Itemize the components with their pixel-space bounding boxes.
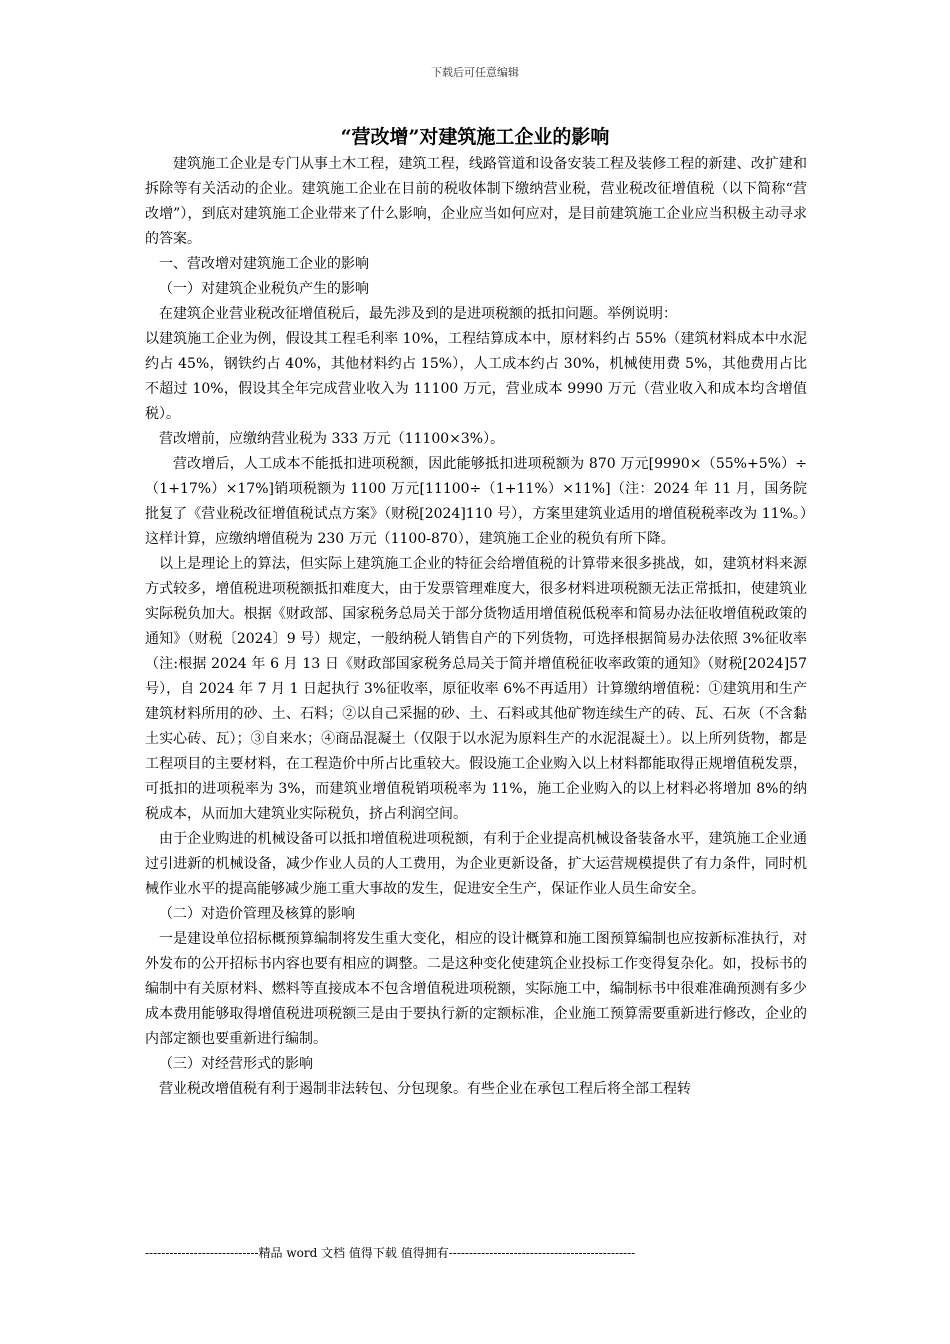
page-header-note: 下载后可任意编辑	[431, 66, 519, 79]
paragraph: 由于企业购进的机械设备可以抵扣增值税进项税额，有利于企业提高机械设备装备水平，建筑施工企业通过引进新的机械设备，减少作业人员的人工费用，为企业更新设备，扩大运营规模提供了有力条件，同时机械作业水平的提高能够减少施工重大事故的发生，促进安全生产，保证作业人员生命安全。	[145, 831, 807, 897]
paragraph-intro: 建筑施工企业是专门从事土木工程，建筑工程，线路管道和设备安装工程及装修工程的新建、改扩建和拆除等有关活动的企业。建筑施工企业在目前的税收体制下缴纳营业税，营业税改征增值税（以下简称“营改增”），到底对建筑施工企业带来了什么影响，企业应当如何应对，是目前建筑施工企业应当积极主动寻求的答案。	[145, 156, 807, 247]
paragraph: 以建筑施工企业为例，假设其工程毛利率 10%，工程结算成本中，原材料约占 55%（建筑材料成本中水泥约占 45%，钢铁约占 40%，其他材料约占 15%），人工成本约占 30%，机械使用费 5%，其他费用占比不超过 10%，假设其全年完成营业收入为 11100 万元，营业成本 9990 万元（营业收入和成本均含增值税）。	[145, 331, 807, 422]
paragraph: 营改增后，人工成本不能抵扣进项税额，因此能够抵扣进项税额为 870 万元[9990×（55%+5%）÷（1+17%）×17%]销项税额为 1100 万元[11100÷（1+11%）×11%]（注：2024 年 11 月，国务院批复了《营业税改征增值税试点方案》（财税[2024]110 号），方案里建筑业适用的增值税税率改为 11%。）这样计算，应缴纳增值税为 230 万元（1100-870），建筑施工企业的税负有所下降。	[145, 456, 807, 547]
document-title: “营改增”对建筑施工企业的影响	[340, 126, 610, 148]
section-heading-1: 一、营改增对建筑施工企业的影响	[159, 256, 369, 272]
paragraph: 以上是理论上的算法，但实际上建筑施工企业的特征会给增值税的计算带来很多挑战，如，建筑材料来源方式较多，增值税进项税额抵扣难度大，由于发票管理难度大，很多材料进项税额无法正常抵扣，使建筑业实际税负加大。根据《财政部、国家税务总局关于部分货物适用增值税低税率和简易办法征收增值税政策的通知》（财税〔2024〕9 号）规定，一般纳税人销售自产的下列货物，可选择根据简易办法依照 3%征收率（注:根据 2024 年 6 月 13 日《财政部国家税务总局关于简并增值税征收率政策的通知》（财税[2024]57 号），自 2024 年 7 月 1 日起执行 3%征收率，原征收率 6%不再适用）计算缴纳增值税：①建筑用和生产建筑材料所用的砂、土、石料；②以自己采掘的砂、土、石料或其他矿物连续生产的砖、瓦、石灰（不含黏土实心砖、瓦）；③自来水；④商品混凝土（仅限于以水泥为原料生产的水泥混凝土）。以上所列货物，都是工程项目的主要材料，在工程造价中所占比重较大。假设施工企业购入以上材料都能取得正规增值税发票，可抵扣的进项税率为 3%，而建筑业增值税销项税率为 11%，施工企业购入的以上材料必将增加 8%的纳税成本，从而加大建筑业实际税负，挤占利润空间。	[145, 556, 807, 822]
paragraph: 在建筑企业营业税改征增值税后，最先涉及到的是进项税额的抵扣问题。举例说明：	[159, 306, 677, 322]
document-body	[145, 152, 807, 1102]
paragraph: 营业税改增值税有利于遏制非法转包、分包现象。有些企业在承包工程后将全部工程转	[159, 1081, 691, 1097]
paragraph: 营改增前，应缴纳营业税为 333 万元（11100×3%）。	[159, 431, 505, 447]
page-footer: ----------------------------精品 word 文档 值得下载 值得拥有----------------------------------------------	[145, 1246, 636, 1260]
subsection-heading-3: （三）对经营形式的影响	[159, 1056, 313, 1072]
subsection-heading-1: （一）对建筑企业税负产生的影响	[159, 281, 369, 297]
subsection-heading-2: （二）对造价管理及核算的影响	[159, 906, 355, 922]
paragraph: 一是建设单位招标概预算编制将发生重大变化，相应的设计概算和施工图预算编制也应按新标准执行，对外发布的公开招标书内容也要有相应的调整。二是这种变化使建筑企业投标工作变得复杂化。如，投标书的编制中有关原材料、燃料等直接成本不包含增值税进项税额，实际施工中，编制标书中很难准确预测有多少成本费用能够取得增值税进项税额三是由于要执行新的定额标准，企业施工预算需要重新进行修改，企业的内部定额也要重新进行编制。	[145, 931, 807, 1047]
